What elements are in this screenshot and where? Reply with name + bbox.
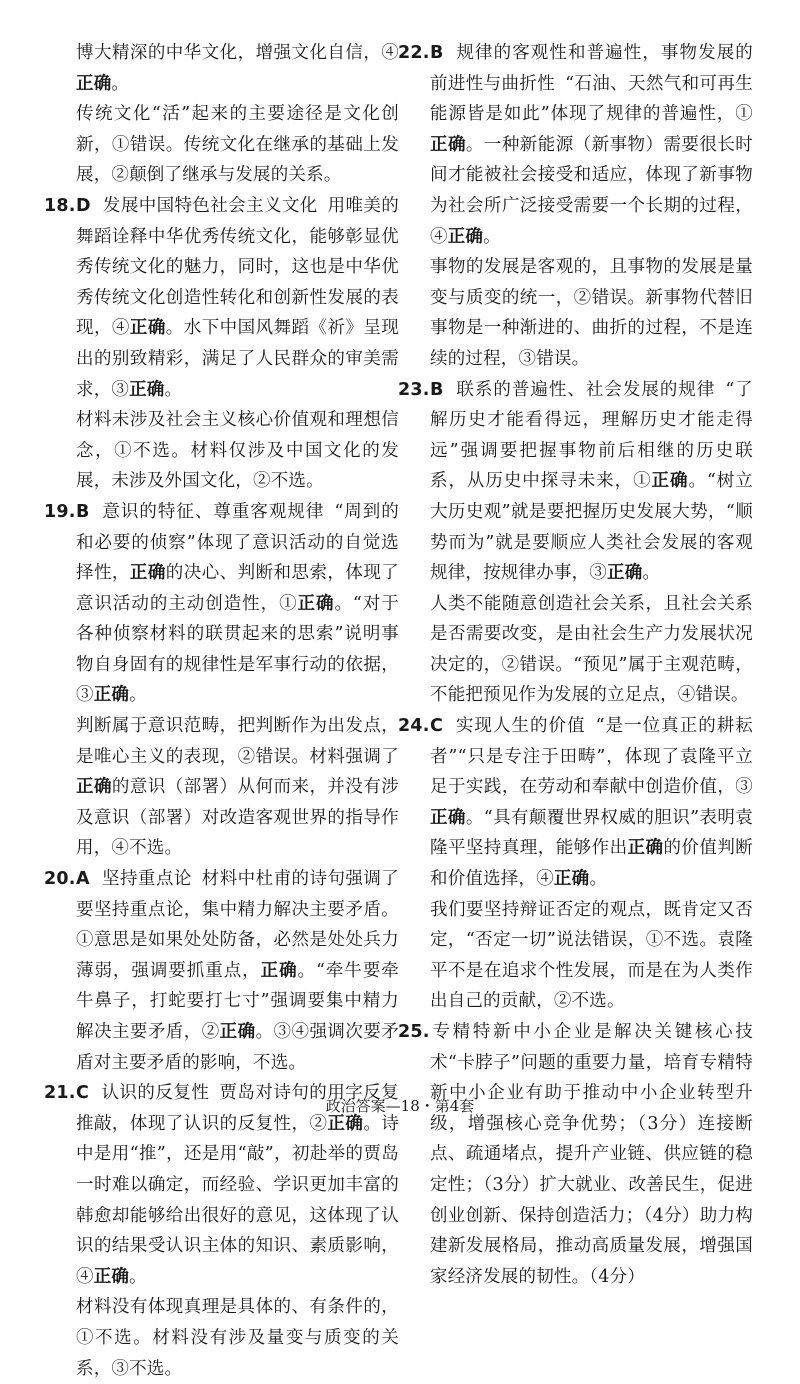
q23-answer [398,375,753,589]
correct-verdict: 正确 [297,593,335,614]
q19-explanation: “周到的和必要的侦察”体现了意识活动的自觉选择性，正确的决心、判断和思索，体现了意识活动的主动创造性，①正确。“对于各种侦察材料的联贯起来的思索”说明事物自身固有的规律性是军事行动的依据，③正确。 [76,501,399,706]
q24-answer [398,711,753,895]
q22-knowledge-point: 规律的客观性和普遍性，事物发展的前进性与曲折性 [430,43,753,94]
q17-tail-paragraph-1: 博大精深的中华文化，增强文化自信，④正确。 [76,43,399,94]
correct-verdict: 正确 [430,134,466,155]
q20-knowledge-point: 坚持重点论 [101,869,192,890]
q19-choice: B [76,501,90,522]
q20-choice: A [76,869,90,890]
q22-choice: B [430,43,444,63]
q24-explanation: “是一位真正的耕耘者”“只是专注于田畴”，体现了袁隆平立足于实践，在劳动和奉献中创造价值，③正确。“具有颠覆世界权威的胆识”表明袁隆平坚持真理，能够作出正确的价值判断和价值选择，④正确。 [430,716,754,890]
q18-explanation: 用唯美的舞蹈诠释中华优秀传统文化，能够彰显优秀传统文化的魅力，同时，这也是中华优秀传统文化创造性转化和创新性发展的表现，④正确。水下中国风舞蹈《祈》呈现出的别致精彩，满足了人民群众的审美需求，③正确。 [76,195,399,400]
q22-explanation: “石油、天然气和可再生能源皆是如此”体现了规律的普遍性，①正确。一种新能源（新事物）需要很长时间才能被社会接受和适应，体现了新事物为社会所广泛接受需要一个长期的过程，④正确。 [430,73,753,247]
q24-choice: C [430,716,444,737]
correct-verdict: 正确 [76,73,112,94]
left-column [44,38,399,1384]
q22-note: 事物的发展是客观的，且事物的发展是量变与质变的统一，②错误。新事物代替旧事物是一种渐进的、曲折的过程，不是连续的过程，③错误。 [430,257,753,369]
q24-number: 24. [398,716,430,737]
q24-knowledge-point: 实现人生的价值 [455,716,586,737]
correct-verdict: 正确 [607,563,643,584]
correct-verdict: 正确 [260,960,298,981]
correct-verdict: 正确 [627,838,664,859]
correct-verdict: 正确 [327,1113,364,1134]
q21-number: 21. [44,1083,76,1104]
q25-answer [398,1017,753,1292]
correct-verdict: 正确 [129,379,165,400]
q20-number: 20. [44,869,76,890]
q23-explanation: “了解历史才能看得远，理解历史才能走得远”强调要把握事物前后相继的历史联系，从历史中探寻未来，①正确。“树立大历史观”就是要把握历史发展大势，“顺势而为”就是要顺应人类社会发展的客观规律，按规律办事，③正确。 [430,379,753,584]
q19-answer [44,497,399,711]
correct-verdict: 正确 [447,226,484,247]
q18-choice: D [76,195,91,216]
correct-verdict: 正确 [651,471,689,492]
q18-knowledge-point: 发展中国特色社会主义文化 [102,195,318,216]
q21-note: 材料没有体现真理是具体的、有条件的，①不选。材料没有涉及量变与质变的关系，③不选。 [76,1297,399,1379]
q20-answer [44,864,399,1078]
correct-verdict: 正确 [93,1266,130,1287]
correct-verdict: 正确 [553,869,590,890]
q23-number: 23. [398,379,430,400]
correct-verdict: 正确 [430,807,466,828]
q24-note: 我们要坚持辩证否定的观点，既肯定又否定，“否定一切”说法错误，①不选。袁隆平不是在追求个性发展，而是在为人类作出自己的贡献，②不选。 [430,899,753,1012]
q20-explanation: 材料中杜甫的诗句强调了要坚持重点论，集中精力解决主要矛盾。①意思是如果处处防备，必然是处处兵力薄弱，强调要抓重点，正确。“牵牛要牵牛鼻子，打蛇要打七寸”强调要集中精力解决主要矛盾，②正确。③④强调次要矛盾对主要矛盾的影响，不选。 [76,869,400,1073]
q21-choice: C [76,1083,90,1104]
q22-answer [398,38,753,252]
q18-number: 18. [44,195,76,216]
q21-explanation: 贾岛对诗句的用字反复推敲，体现了认识的反复性，②正确。诗中是用“推”，还是用“敲”，初赴举的贾岛一时难以确定，而经验、学识更加丰富的韩愈却能够给出很好的意见，这体现了认识的结果受认识主体的知识、素质影响，④正确。 [76,1083,399,1287]
correct-verdict: 正确 [129,563,166,584]
q21-knowledge-point: 认识的反复性 [101,1083,210,1104]
correct-verdict: 正确 [219,1022,256,1042]
q19-number: 19. [44,501,76,522]
q18-note: 材料未涉及社会主义核心价值观和理想信念，①不选。材料仅涉及中国文化的发展，未涉及外国文化，②不选。 [76,410,399,492]
correct-verdict: 正确 [76,777,112,798]
q19-knowledge-point: 意识的特征、尊重客观规律 [101,501,325,522]
q23-choice: B [430,379,444,400]
page-footer: 政治答案—18・第4套 [325,1097,475,1115]
q25-number: 25. [398,1022,430,1042]
q17-tail-paragraph-2: 传统文化“活”起来的主要途径是文化创新，①错误。传统文化在继承的基础上发展，②颠倒了继承与发展的关系。 [76,104,399,186]
q25-explanation: 专精特新中小企业是解决关键核心技术“卡脖子”问题的重要力量，培育专精特新中小企业有助于推动中小企业转型升级，增强核心竞争优势；（3分）连接断点、疏通堵点，提升产业链、供应链的稳定性；（3分）扩大就业、改善民生，促进创业创新、保持创造活力；（4分）助力构建新发展格局，推动高质量发展，增强国家经济发展的韧性。（4分） [430,1022,753,1287]
q22-number: 22. [398,43,430,63]
q19-note: 判断属于意识范畴，把判断作为出发点，是唯心主义的表现，②错误。材料强调了正确的意识（部署）从何而来，并没有涉及意识（部署）对改造客观世界的指导作用，④不选。 [76,716,399,859]
q23-note: 人类不能随意创造社会关系，且社会关系是否需要改变，是由社会生产力发展状况决定的，②错误。“预见”属于主观范畴，不能把预见作为发展的立足点，④错误。 [430,593,753,706]
q18-answer [44,191,399,405]
correct-verdict: 正确 [93,685,130,706]
correct-verdict: 正确 [129,318,166,339]
q23-knowledge-point: 联系的普遍性、社会发展的规律 [455,379,716,400]
